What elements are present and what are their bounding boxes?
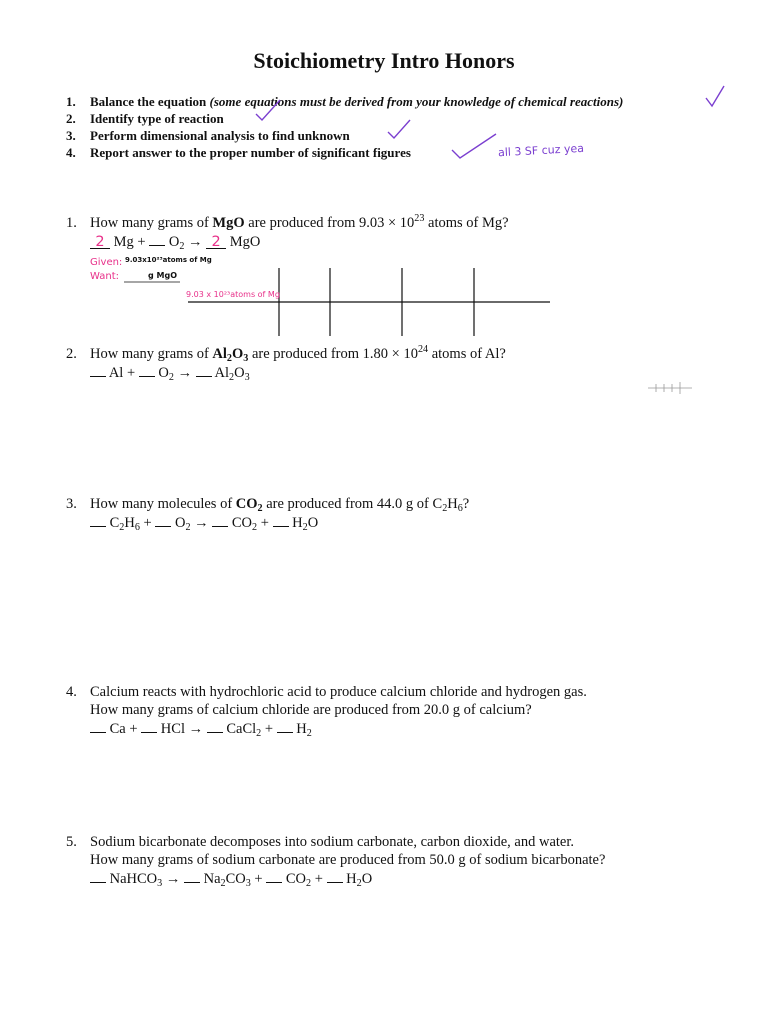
instruction-4: 4. Report answer to the proper number of significant figures — [66, 145, 411, 160]
instruction-2: 2. Identify type of reaction — [66, 111, 224, 126]
question-3: 3. How many molecules of $CO_2$ are produced from 44.0 g of $C_2H_6$? — [66, 496, 470, 514]
question-1: 1. How many grams of MgO are produced from $9.03 \times 10^{23}$ atoms of Mg? — [66, 213, 509, 231]
equation-5: NaHCO$_3$ → $Na_2CO_3 + CO_2 + H_2O$ — [90, 870, 372, 888]
sig-fig-note: all 3 SF cuz yea — [497, 141, 585, 160]
given-value: 9.03x10²³atoms of Mg — [125, 256, 212, 264]
coefficient-mgo: 2 — [206, 233, 226, 251]
check-icon — [706, 86, 724, 106]
question-2: 2. How many grams of $Al_2O_3$ are produced from $1.80 \times 10^{24}$ atoms of Al? — [66, 344, 506, 364]
instruction-3-text: Perform dimensional analysis to find unknown — [90, 128, 350, 143]
check-icon — [388, 120, 410, 138]
check-icon — [256, 100, 280, 120]
dimensional-analysis-grid — [0, 262, 768, 342]
instruction-1: 1. Balance the equation (some equations must be derived from your knowledge of chemical reactions) — [66, 94, 624, 109]
instruction-1-note: (some equations must be derived from your knowledge of chemical reactions) — [209, 94, 624, 109]
want-value: g MgO — [148, 271, 177, 280]
check-icon — [452, 134, 496, 158]
equation-2: $Al + O_2 \to Al_2O_3$ — [90, 364, 250, 382]
grid-start-value: 9.03 x 10²³atoms of Mg — [186, 290, 280, 299]
equation-4: Ca + HCl → CaCl$_2$ + $H_2$ — [90, 720, 312, 738]
want-label: Want: — [90, 271, 120, 282]
instruction-4-text: Report answer to the proper number of significant figures — [90, 145, 411, 160]
equation-3: $C_2H_6 + O_2 \to CO_2 + H_2O$ — [90, 514, 318, 532]
equation-1: 2 $Mg + O_2 \to 2$ MgO — [90, 233, 260, 251]
question-5: 5. Sodium bicarbonate decomposes into sodium carbonate, carbon dioxide, and water. How many grams of sodium carbonate are produced from 50.0 g of sodium bicarbonate? — [66, 834, 606, 868]
small-grid-sketch — [0, 380, 768, 400]
instruction-1-text: Balance the equation — [90, 94, 210, 109]
question-4: 4. Calcium reacts with hydrochloric acid to produce calcium chloride and hydrogen gas. How many grams of calcium chloride are produced from 20.0 g of calcium? — [66, 684, 587, 718]
instruction-3: 3. Perform dimensional analysis to find unknown — [66, 128, 350, 143]
page-title: Stoichiometry Intro Honors — [253, 48, 515, 73]
check-marks — [0, 0, 768, 200]
coefficient-mg: 2 — [90, 233, 110, 251]
given-label: Given: — [90, 257, 123, 268]
instruction-2-text: Identify type of reaction — [90, 111, 224, 126]
